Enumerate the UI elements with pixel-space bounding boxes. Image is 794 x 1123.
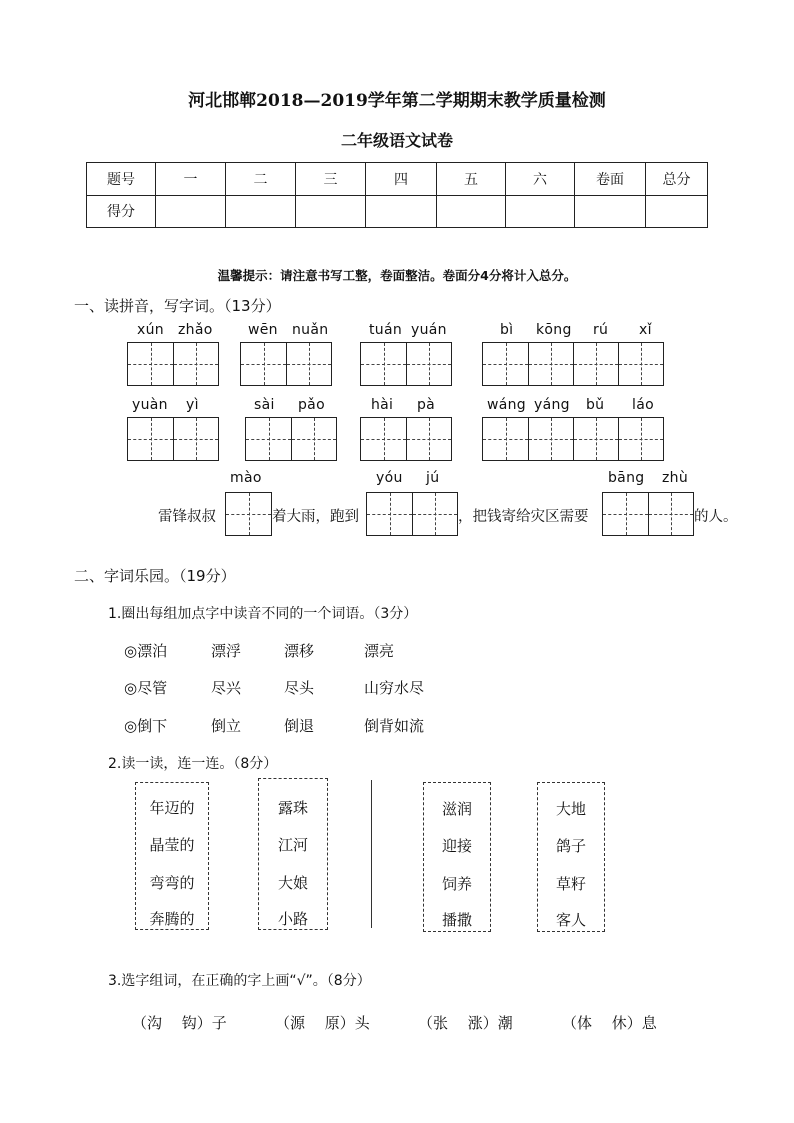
match-item[interactable]: 江河: [277, 836, 308, 854]
score-header-cell: 总分: [646, 163, 708, 196]
sentence-part: 雷锋叔叔: [158, 509, 216, 525]
match-item[interactable]: 饲养: [441, 875, 472, 893]
score-header-cell: 三: [296, 163, 366, 196]
pinyin: bāng: [608, 470, 645, 486]
match-column-3: [423, 782, 491, 932]
writing-grid[interactable]: [360, 342, 452, 386]
score-header-cell: 一: [156, 163, 226, 196]
word[interactable]: 尽头: [284, 679, 315, 697]
score-header-cell: 卷面: [575, 163, 646, 196]
score-header-cell: 五: [437, 163, 506, 196]
pinyin: yuán: [411, 322, 447, 338]
tip-text: 温馨提示：请注意书写工整，卷面整洁。卷面分4分将计入总分。: [217, 268, 577, 283]
word[interactable]: 漂亮: [364, 642, 395, 660]
word[interactable]: ◎漂泊: [124, 642, 168, 660]
pinyin: wáng: [487, 397, 526, 413]
match-item[interactable]: 滋润: [441, 800, 472, 818]
pinyin: hài: [371, 397, 394, 413]
pinyin: kōng: [536, 322, 572, 338]
question-2-title: 2.读一读，连一连。（8分）: [108, 756, 278, 772]
match-item[interactable]: 奔腾的: [149, 910, 195, 928]
pinyin: rú: [593, 322, 609, 338]
word[interactable]: ◎倒下: [124, 717, 168, 735]
writing-grid[interactable]: [482, 342, 664, 386]
match-item[interactable]: 年迈的: [149, 799, 195, 817]
match-column-4: [537, 782, 605, 932]
pinyin: pǎo: [298, 397, 325, 413]
sentence-part: 的人。: [694, 509, 738, 525]
section2-title: 二、字词乐园。（19分）: [74, 567, 236, 585]
pinyin: yì: [186, 397, 199, 413]
sentence-part: ，把钱寄给灾区需要: [458, 509, 589, 525]
writing-grid[interactable]: [360, 417, 452, 461]
pinyin: zhǎo: [178, 322, 213, 338]
score-cell[interactable]: [506, 195, 575, 228]
word[interactable]: 倒立: [211, 717, 242, 735]
writing-grid[interactable]: [366, 492, 458, 536]
match-item[interactable]: 晶莹的: [149, 836, 195, 854]
score-cell[interactable]: [366, 195, 437, 228]
section1-title: 一、读拼音，写字词。（13分）: [74, 297, 281, 315]
match-column-1: [135, 782, 209, 930]
writing-grid[interactable]: [602, 492, 694, 536]
score-table: [86, 162, 708, 228]
match-item[interactable]: 草籽: [555, 875, 586, 893]
match-item[interactable]: 大地: [555, 800, 586, 818]
score-cell[interactable]: [156, 195, 226, 228]
pinyin: pà: [417, 397, 436, 413]
divider-line: [371, 780, 372, 928]
pinyin: mào: [230, 470, 262, 486]
writing-grid[interactable]: [225, 492, 272, 536]
question-1-title: 1.圈出每组加点字中读音不同的一个词语。（3分）: [108, 606, 418, 622]
pinyin: yáng: [534, 397, 570, 413]
exam-subtitle: 二年级语文试卷: [340, 131, 453, 150]
score-cell[interactable]: [575, 195, 646, 228]
match-item[interactable]: 弯弯的: [149, 874, 195, 892]
match-item[interactable]: 客人: [555, 911, 586, 929]
writing-grid[interactable]: [127, 417, 219, 461]
pinyin: jú: [426, 470, 440, 486]
match-item[interactable]: 迎接: [441, 837, 472, 855]
pinyin: láo: [632, 397, 654, 413]
match-column-2: [258, 778, 328, 930]
word[interactable]: 漂浮: [211, 642, 242, 660]
pinyin: xún: [137, 322, 164, 338]
score-header-cell: 四: [366, 163, 437, 196]
match-item[interactable]: 播撒: [441, 911, 472, 929]
writing-grid[interactable]: [245, 417, 337, 461]
pinyin: bì: [500, 322, 514, 338]
pinyin: yuàn: [132, 397, 168, 413]
pinyin: nuǎn: [292, 322, 329, 338]
pinyin: xǐ: [639, 322, 652, 338]
writing-grid[interactable]: [127, 342, 219, 386]
score-cell[interactable]: [296, 195, 366, 228]
word[interactable]: 尽兴: [211, 679, 242, 697]
match-item[interactable]: 露珠: [277, 799, 308, 817]
score-cell[interactable]: [226, 195, 296, 228]
choice-item[interactable]: （源 原）头: [275, 1014, 370, 1032]
choice-item[interactable]: （沟 钩）子: [132, 1014, 227, 1032]
match-item[interactable]: 鸽子: [555, 837, 586, 855]
pinyin: sài: [254, 397, 275, 413]
word[interactable]: 山穷水尽: [364, 679, 425, 697]
exam-title: 河北邯郸2018—2019学年第二学期期末教学质量检测: [188, 91, 606, 111]
choice-item[interactable]: （张 涨）潮: [418, 1014, 513, 1032]
score-row-label: 得分: [87, 195, 156, 228]
pinyin: zhù: [662, 470, 688, 486]
writing-grid[interactable]: [482, 417, 664, 461]
pinyin: tuán: [369, 322, 403, 338]
pinyin: yóu: [376, 470, 403, 486]
match-item[interactable]: 小路: [277, 910, 308, 928]
choice-item[interactable]: （体 休）息: [562, 1014, 657, 1032]
score-cell[interactable]: [646, 195, 708, 228]
match-item[interactable]: 大娘: [277, 874, 308, 892]
word[interactable]: ◎尽管: [124, 679, 168, 697]
pinyin: wēn: [248, 322, 278, 338]
word[interactable]: 倒背如流: [364, 717, 425, 735]
score-header-cell: 二: [226, 163, 296, 196]
question-3-title: 3.选字组词，在正确的字上画“√”。（8分）: [108, 973, 371, 989]
word[interactable]: 倒退: [284, 717, 315, 735]
score-header-cell: 题号: [87, 163, 156, 196]
writing-grid[interactable]: [240, 342, 332, 386]
score-cell[interactable]: [437, 195, 506, 228]
word[interactable]: 漂移: [284, 642, 315, 660]
sentence-part: 着大雨，跑到: [272, 509, 359, 525]
pinyin: bǔ: [586, 397, 605, 413]
score-header-cell: 六: [506, 163, 575, 196]
